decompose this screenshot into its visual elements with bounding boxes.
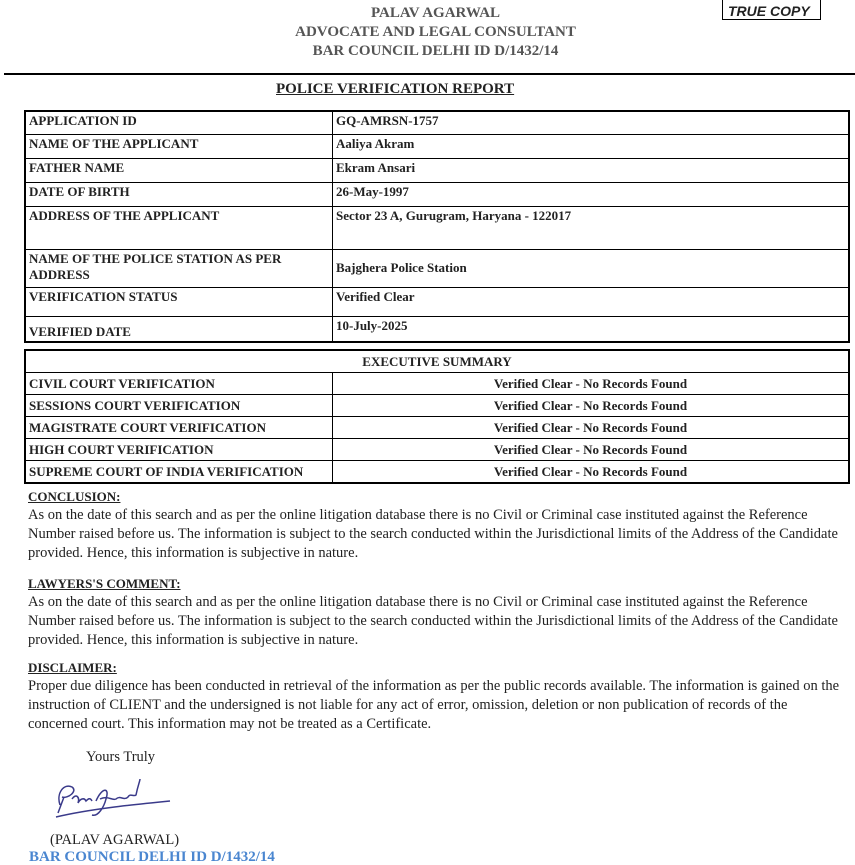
row-value: Sector 23 A, Gurugram, Haryana - 122017 bbox=[333, 206, 850, 249]
table-row bbox=[25, 373, 849, 395]
table-row bbox=[25, 439, 849, 461]
disclaimer-section bbox=[28, 658, 841, 734]
executive-summary-table bbox=[24, 349, 850, 484]
row-value: Verified Clear - No Records Found bbox=[333, 461, 850, 484]
row-label: NAME OF THE APPLICANT bbox=[25, 134, 333, 158]
row-value: 10-July-2025 bbox=[333, 316, 850, 342]
lawyer-bar-id: BAR COUNCIL DELHI ID D/1432/14 bbox=[312, 43, 559, 59]
row-label: MAGISTRATE COURT VERIFICATION bbox=[25, 417, 333, 439]
row-label: FATHER NAME bbox=[25, 158, 333, 182]
true-copy-stamp: TRUE COPY bbox=[722, 0, 821, 20]
row-value: Bajghera Police Station bbox=[333, 249, 850, 287]
conclusion-section bbox=[28, 487, 841, 563]
closing: Yours Truly bbox=[86, 749, 156, 765]
row-label: ADDRESS OF THE APPLICANT bbox=[25, 206, 333, 249]
table-row bbox=[25, 158, 849, 182]
table-row bbox=[25, 287, 849, 316]
comment-heading: LAWYERS'S COMMENT: bbox=[28, 576, 181, 591]
row-label: NAME OF THE POLICE STATION AS PER ADDRESS bbox=[25, 249, 333, 287]
report-title: POLICE VERIFICATION REPORT bbox=[276, 81, 515, 97]
summary-heading: EXECUTIVE SUMMARY bbox=[25, 350, 849, 373]
table-row bbox=[25, 249, 849, 287]
row-label: SESSIONS COURT VERIFICATION bbox=[25, 395, 333, 417]
table-row bbox=[25, 461, 849, 484]
row-value: Aaliya Akram bbox=[333, 134, 850, 158]
disclaimer-text: Proper due diligence has been conducted in retrieval of the information as per the public records available. The information is gained on the instruction of CLIENT and the undersigned is not liable for any act of error, omission, deletion or non publication of records of the concerned court. This information may not be treated as a Certificate. bbox=[28, 678, 840, 732]
row-label: SUPREME COURT OF INDIA VERIFICATION bbox=[25, 461, 333, 484]
row-value: Verified Clear - No Records Found bbox=[333, 395, 850, 417]
row-label: HIGH COURT VERIFICATION bbox=[25, 439, 333, 461]
row-label: APPLICATION ID bbox=[25, 111, 333, 134]
table-row bbox=[25, 206, 849, 249]
table-row bbox=[25, 182, 849, 206]
comment-text: As on the date of this search and as per the online litigation database there is no Civil or Criminal case instituted against the Reference Number raised before us. The information is subject to the search conducted within the Jurisdictional limits of the Address of the Candidate provided. Hence, this information is subjective in nature. bbox=[28, 594, 838, 648]
row-value: GQ-AMRSN-1757 bbox=[333, 111, 850, 134]
signature-image bbox=[50, 775, 175, 825]
signatory-bar-id: BAR COUNCIL DELHI ID D/1432/14 bbox=[29, 849, 275, 865]
row-label: DATE OF BIRTH bbox=[25, 182, 333, 206]
row-label: VERIFIED DATE bbox=[25, 316, 333, 342]
row-label: CIVIL COURT VERIFICATION bbox=[25, 373, 333, 395]
row-value: Verified Clear - No Records Found bbox=[333, 417, 850, 439]
conclusion-text: As on the date of this search and as per the online litigation database there is no Civil or Criminal case instituted against the Reference Number raised before us. The information is subject to the search conducted within the Jurisdictional limits of the Address of the Candidate provided. Hence, this information is subjective in nature. bbox=[28, 507, 838, 561]
comment-section bbox=[28, 574, 841, 650]
header-divider bbox=[4, 73, 855, 75]
disclaimer-heading: DISCLAIMER: bbox=[28, 660, 117, 675]
row-value: Verified Clear - No Records Found bbox=[333, 373, 850, 395]
row-label: VERIFICATION STATUS bbox=[25, 287, 333, 316]
details-table bbox=[24, 110, 850, 343]
conclusion-heading: CONCLUSION: bbox=[28, 489, 121, 504]
table-row bbox=[25, 111, 849, 134]
summary-heading-row bbox=[25, 350, 849, 373]
table-row bbox=[25, 134, 849, 158]
lawyer-name: PALAV AGARWAL bbox=[370, 5, 501, 21]
row-value: Ekram Ansari bbox=[333, 158, 850, 182]
lawyer-role: ADVOCATE AND LEGAL CONSULTANT bbox=[295, 24, 576, 40]
signatory-name: (PALAV AGARWAL) bbox=[50, 832, 180, 848]
row-value: 26-May-1997 bbox=[333, 182, 850, 206]
row-value: Verified Clear bbox=[333, 287, 850, 316]
row-value: Verified Clear - No Records Found bbox=[333, 439, 850, 461]
table-row bbox=[25, 316, 849, 342]
table-row bbox=[25, 395, 849, 417]
table-row bbox=[25, 417, 849, 439]
